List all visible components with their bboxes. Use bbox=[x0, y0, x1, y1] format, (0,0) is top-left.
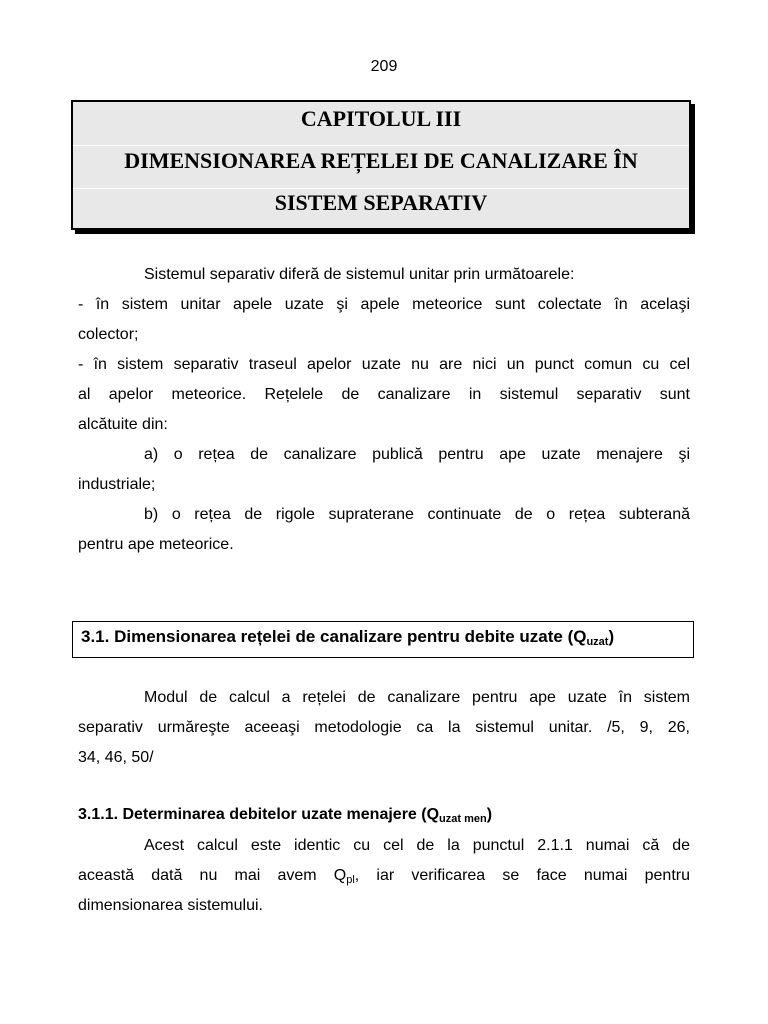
text-line: industriale; bbox=[78, 476, 156, 493]
text-line: 34, 46, 50/ bbox=[78, 749, 154, 766]
section-title: 3.1. Dimensionarea rețelei de canalizare pentru debite uzate (Q bbox=[81, 627, 587, 646]
chapter-title-line1: DIMENSIONAREA REȚELEI DE CANALIZARE ÎN bbox=[124, 148, 638, 173]
text-line: separativ urmăreşte aceeaşi metodologie ca la sistemul unitar. /5, 9, 26, bbox=[78, 719, 690, 736]
text-line: b) o rețea de rigole supraterane continuate de o rețea subterană bbox=[144, 506, 690, 523]
text-line: - în sistem separativ traseul apelor uzate nu are nici un punct comun cu cel bbox=[78, 356, 690, 373]
text-fragment: , iar verificarea se face numai pentru bbox=[354, 867, 690, 884]
subsection-title-subscript: uzat men bbox=[439, 813, 487, 825]
chapter-divider bbox=[73, 188, 689, 189]
text-line: colector; bbox=[78, 326, 139, 343]
chapter-title-line2: SISTEM SEPARATIV bbox=[274, 190, 488, 215]
section-title-subscript: uzat bbox=[586, 636, 609, 648]
text-fragment: această dată nu mai avem Q bbox=[78, 867, 347, 884]
chapter-number: CAPITOLUL III bbox=[300, 106, 462, 131]
section-heading-box bbox=[72, 621, 694, 658]
text-line: al apelor meteorice. Rețelele de canalizare in sistemul separativ sunt bbox=[78, 386, 690, 403]
text-line: Sistemul separativ diferă de sistemul unitar prin următoarele: bbox=[144, 266, 575, 283]
text-line: dimensionarea sistemului. bbox=[78, 897, 263, 914]
page-number: 209 bbox=[370, 58, 398, 75]
text-line: Modul de calcul a rețelei de canalizare pentru ape uzate în sistem bbox=[144, 689, 690, 706]
text-line bbox=[78, 866, 690, 886]
chapter-divider bbox=[73, 145, 689, 146]
subsection-title: 3.1.1. Determinarea debitelor uzate menajere (Q bbox=[78, 806, 440, 823]
text-line: alcătuite din: bbox=[78, 416, 168, 433]
text-line: a) o rețea de canalizare publică pentru ape uzate menajere şi bbox=[144, 446, 690, 463]
text-line: - în sistem unitar apele uzate şi apele meteorice sunt colectate în acelaşi bbox=[78, 296, 690, 313]
text-line: pentru ape meteorice. bbox=[78, 536, 234, 553]
subsection-title-close: ) bbox=[486, 806, 493, 823]
section-title-close: ) bbox=[608, 627, 615, 646]
chapter-title-box bbox=[71, 100, 691, 230]
text-line: Acest calcul este identic cu cel de la punctul 2.1.1 numai că de bbox=[144, 837, 690, 854]
text-subscript: pl bbox=[346, 874, 355, 886]
